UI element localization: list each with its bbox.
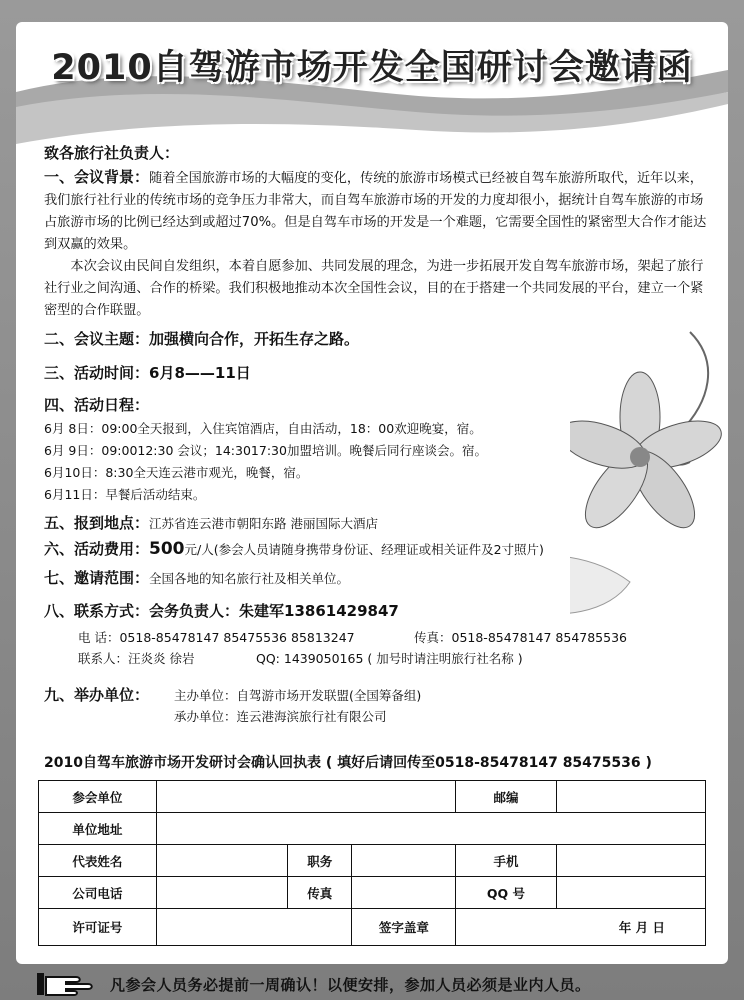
form-label-position: 职务 xyxy=(288,845,352,877)
schedule-row: 6月11日：早餐后活动结束。 xyxy=(44,487,206,502)
form-field-fax[interactable] xyxy=(352,877,456,909)
form-label-mobile: 手机 xyxy=(456,845,556,877)
form-label-fax: 传真 xyxy=(288,877,352,909)
fee-price: 500 xyxy=(149,539,185,559)
organizer-unit: 承办单位：连云港海滨旅行社有限公司 xyxy=(174,709,387,724)
page-title: 2010自驾游市场开发全国研讨会邀请函 xyxy=(51,48,693,88)
section-fee-heading: 六、活动费用： xyxy=(44,540,150,558)
section-time-text: 6月8——11日 xyxy=(149,364,251,382)
section-background-p2: 本次会议由民间自发组织，本着自愿参加、共同发展的理念，为进一步拓展开发自驾车旅游市场，架起了旅行社行业之间沟通、合作的桥梁。我们积极地推动本次全国性会议，目的在于搭建一个共同发展的平台，建立一个紧密型的合作联盟。 xyxy=(44,259,704,318)
form-field-mobile[interactable] xyxy=(556,845,705,877)
section-time xyxy=(44,362,251,383)
host-unit: 主办单位：自驾游市场开发联盟(全国筹备组) xyxy=(174,688,422,703)
footer-notice xyxy=(0,966,744,1000)
schedule-list xyxy=(44,418,487,506)
contact-qq: QQ: 1439050165 ( 加号时请注明旅行社名称 ) xyxy=(256,651,523,666)
form-label-zip: 邮编 xyxy=(456,781,556,813)
form-label-qq: QQ 号 xyxy=(456,877,556,909)
section-time-heading: 三、活动时间： xyxy=(44,364,150,382)
section-fee xyxy=(44,538,544,559)
section-scope-text: 全国各地的知名旅行社及相关单位。 xyxy=(149,571,350,586)
form-field-rep[interactable] xyxy=(156,845,287,877)
contact-lead: 会务负责人：朱建军13861429847 xyxy=(149,602,399,620)
section-venue-text: 江苏省连云港市朝阳东路 港丽国际大酒店 xyxy=(149,516,378,531)
form-field-position[interactable] xyxy=(352,845,456,877)
section-background xyxy=(44,166,714,256)
section-contact xyxy=(44,600,399,621)
greeting: 致各旅行社负责人： xyxy=(44,144,180,162)
pointing-hand-icon xyxy=(36,969,96,997)
footer-text: 凡参会人员务必提前一周确认！以便安排，参加人员必须是业内人员。 xyxy=(110,976,591,994)
form-label-seal: 签字盖章 xyxy=(352,909,456,946)
schedule-row: 6月 9日：09:0012:30 会议；14:3017:30加盟培训。晚餐后同行座谈会。宿。 xyxy=(44,443,487,458)
form-label-unit: 参会单位 xyxy=(39,781,157,813)
form-label-address: 单位地址 xyxy=(39,813,157,845)
section-background-heading: 一、会议背景： xyxy=(44,168,150,186)
section-fee-text: 元/人(参会人员请随身携带身份证、经理证或相关证件及2寸照片) xyxy=(184,542,544,557)
section-schedule-heading: 四、活动日程： xyxy=(44,396,150,414)
form-title: 2010自驾车旅游市场开发研讨会确认回执表 ( 填好后请回传至0518-85478147 85475536 ) xyxy=(44,755,652,771)
form-label-tel: 公司电话 xyxy=(39,877,157,909)
section-venue xyxy=(44,512,378,533)
invitation-paper xyxy=(16,22,728,964)
contact-person: 联系人：汪炎炎 徐岩 xyxy=(78,651,195,666)
contact-fax: 传真：0518-85478147 854785536 xyxy=(414,630,627,645)
registration-form xyxy=(38,780,706,946)
form-label-rep: 代表姓名 xyxy=(39,845,157,877)
form-field-qq[interactable] xyxy=(556,877,705,909)
form-field-unit[interactable] xyxy=(156,781,456,813)
section-theme-heading: 二、会议主题： xyxy=(44,330,150,348)
flower-illustration-icon xyxy=(570,322,728,642)
section-contact-heading: 八、联系方式： xyxy=(44,602,150,620)
form-label-license: 许可证号 xyxy=(39,909,157,946)
form-field-license[interactable] xyxy=(156,909,352,946)
section-scope-heading: 七、邀请范围： xyxy=(44,569,150,587)
section-organizers-heading: 九、举办单位： xyxy=(44,686,150,704)
form-field-address[interactable] xyxy=(156,813,705,845)
form-field-zip[interactable] xyxy=(556,781,705,813)
form-field-tel[interactable] xyxy=(156,877,287,909)
section-background-p1: 随着全国旅游市场的大幅度的变化，传统的旅游市场模式已经被自驾车旅游所取代，近年以来，我们旅行社行业的传统市场的竞争压力非常大，而自驾车旅游市场的开发的力度却很小，据统计自驾车旅游的市场占旅游市场的比例已经达到或超过70%。但是自驾车市场的开发是一个难题，它需要全国性的紧密型大合作才能达到双赢的效果。 xyxy=(44,171,707,252)
section-venue-heading: 五、报到地点： xyxy=(44,514,150,532)
contact-phone: 电 话：0518-85478147 85475536 85813247 xyxy=(78,630,355,645)
schedule-row: 6月10日：8:30全天连云港市观光，晚餐，宿。 xyxy=(44,465,309,480)
section-scope xyxy=(44,567,349,588)
section-theme xyxy=(44,328,359,349)
section-theme-text: 加强横向合作，开拓生存之路。 xyxy=(149,330,360,348)
letter-body xyxy=(44,142,714,322)
schedule-row: 6月 8日：09:00全天报到，入住宾馆酒店，自由活动，18：00欢迎晚宴，宿。 xyxy=(44,421,482,436)
form-field-date[interactable]: 年 月 日 xyxy=(456,909,706,946)
